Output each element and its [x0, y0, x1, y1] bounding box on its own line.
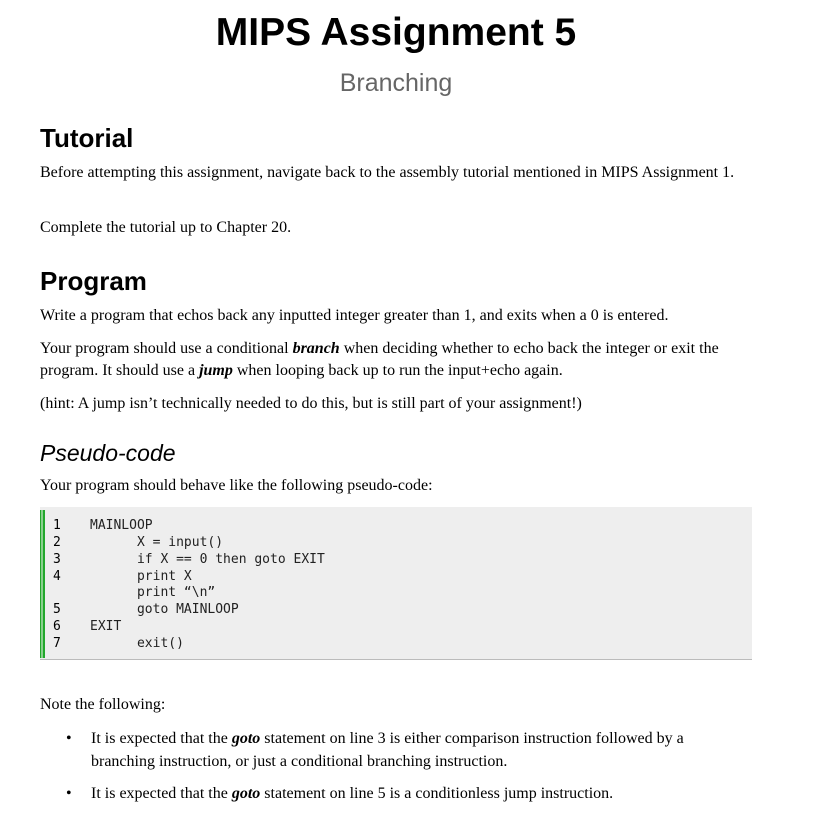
code-line: X = input() [90, 535, 224, 550]
note-2-text-a: It is expected that the [91, 785, 232, 802]
goto-emphasis: goto [231, 730, 261, 747]
line-number: 7 [53, 636, 61, 651]
line-number: 3 [53, 552, 61, 567]
tutorial-paragraph-1: Before attempting this assignment, navigate back to the assembly tutorial mentioned in MIPS Assignment 1. [40, 164, 735, 181]
program-p2-text-a: Your program should use a conditional [40, 340, 293, 357]
line-number: 1 [53, 518, 61, 533]
line-number: 5 [53, 602, 61, 617]
line-number: 6 [53, 619, 61, 634]
code-line: if X == 0 then goto EXIT [90, 552, 325, 567]
code-line: exit() [90, 636, 184, 651]
program-p2-text-e: when looping back up to run the input+echo again. [232, 362, 563, 379]
program-p2-text-c: when deciding whether to echo back the integer or exit the program. It should use a [40, 340, 719, 379]
note-2-text-c: statement on line 5 is a conditionless jump instruction. [260, 785, 614, 802]
program-paragraph-1: Write a program that echos back any inputted integer greater than 1, and exits when a 0 is entered. [40, 307, 669, 324]
page-title: MIPS Assignment 5 [215, 11, 577, 54]
branch-emphasis: branch [292, 340, 340, 357]
tutorial-paragraph-2: Complete the tutorial up to Chapter 20. [40, 219, 292, 236]
list-item [91, 782, 751, 805]
note-1-text-a: It is expected that the [91, 730, 232, 747]
program-hint: (hint: A jump isn’t technically needed to do this, but is still part of your assignment!) [40, 395, 582, 412]
line-number: 2 [53, 535, 61, 550]
bullet-icon: • [66, 785, 72, 802]
program-heading: Program [40, 266, 147, 296]
pseudocode-intro: Your program should behave like the following pseudo-code: [40, 477, 433, 494]
code-line: goto MAINLOOP [90, 602, 239, 617]
goto-emphasis: goto [231, 785, 261, 802]
code-line: MAINLOOP [90, 518, 153, 533]
code-line: print “\n” [90, 585, 216, 600]
program-paragraph-2 [40, 338, 750, 382]
bullet-icon: • [66, 730, 72, 747]
pseudocode-heading: Pseudo-code [40, 440, 176, 466]
list-item [91, 727, 751, 773]
code-line: EXIT [90, 619, 122, 634]
page-subtitle: Branching [339, 69, 453, 97]
code-line: print X [90, 569, 192, 584]
line-number: 4 [53, 569, 61, 584]
tutorial-heading: Tutorial [40, 123, 134, 153]
jump-emphasis: jump [199, 362, 233, 379]
notes-intro: Note the following: [40, 696, 166, 713]
note-1-text-c: statement on line 3 is either comparison instruction followed by a branching instruction, or just a conditional branching instruction. [91, 730, 684, 770]
code-block [40, 507, 752, 660]
code-gutter-highlight [41, 510, 43, 658]
